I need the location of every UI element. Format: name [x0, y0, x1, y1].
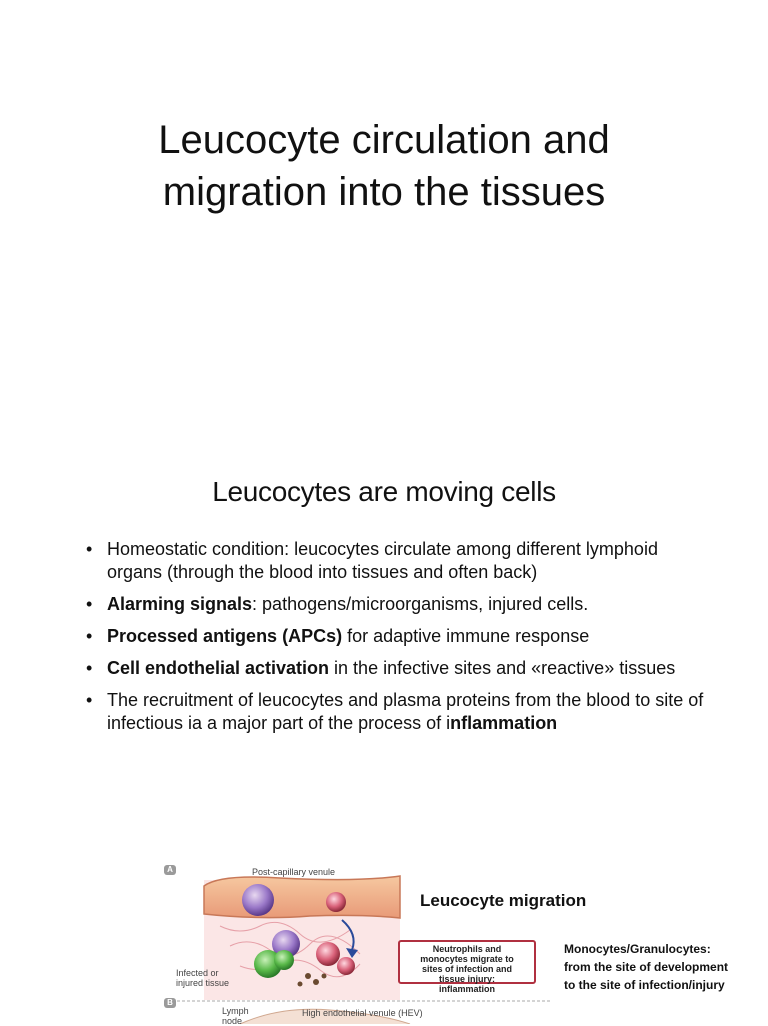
leucocyte-migration-label: Leucocyte migration: [420, 891, 587, 910]
panel-a-label: A: [164, 865, 176, 875]
title-line-1: Leucocyte circulation and: [158, 118, 610, 162]
side-note-heading: Monocytes/Granulocytes:: [564, 942, 711, 956]
bullet-item: • Alarming signals: pathogens/microorganisms, injured cells.: [86, 593, 716, 616]
content-slide: [0, 448, 768, 1024]
neutrophil-cell: [316, 942, 340, 966]
bullet-item: • Homeostatic condition: leucocytes circulate among different lymphoid organs (through the blood into tissues and often back): [86, 538, 716, 584]
content-slide-title: Leucocytes are moving cells: [212, 476, 556, 507]
bullet-list: [86, 538, 716, 744]
panel-b-label: B: [164, 998, 176, 1008]
neutrophil-cell: [337, 957, 355, 975]
monocyte-cell: [242, 884, 274, 916]
inflammation-callout: Neutrophils and monocytes migrate to sites of infection and tissue injury: inflammation: [398, 940, 536, 984]
bacteria-dot: [322, 974, 327, 979]
venule-vessel: [204, 876, 400, 918]
neutrophil-cell: [326, 892, 346, 912]
venule-label: Post-capillary venule: [252, 867, 336, 877]
hev-label: High endothelial venule (HEV): [302, 1008, 423, 1018]
lymph-node-label: Lymph node: [222, 1006, 249, 1026]
bacteria-dot: [298, 982, 303, 987]
bullet-item: • Cell endothelial activation in the infective sites and «reactive» tissues: [86, 657, 716, 680]
bacteria-dot: [313, 979, 319, 985]
bullet-item: • Processed antigens (APCs) for adaptive immune response: [86, 625, 716, 648]
slide-title: [0, 114, 768, 218]
bullet-item: • The recruitment of leucocytes and plasma proteins from the blood to site of infectious ia a major part of the process of inflammation: [86, 689, 716, 735]
tissue-label: Infected or injured tissue: [176, 968, 230, 988]
leucocyte-migration-figure: [160, 856, 560, 1024]
title-line-2: migration into the tissues: [162, 170, 606, 214]
side-note: Monocytes/Granulocytes: from the site of development to the site of infection/injury: [564, 940, 764, 994]
lymphocyte-cell: [274, 950, 294, 970]
bacteria-dot: [305, 973, 311, 979]
title-slide: [0, 0, 768, 448]
